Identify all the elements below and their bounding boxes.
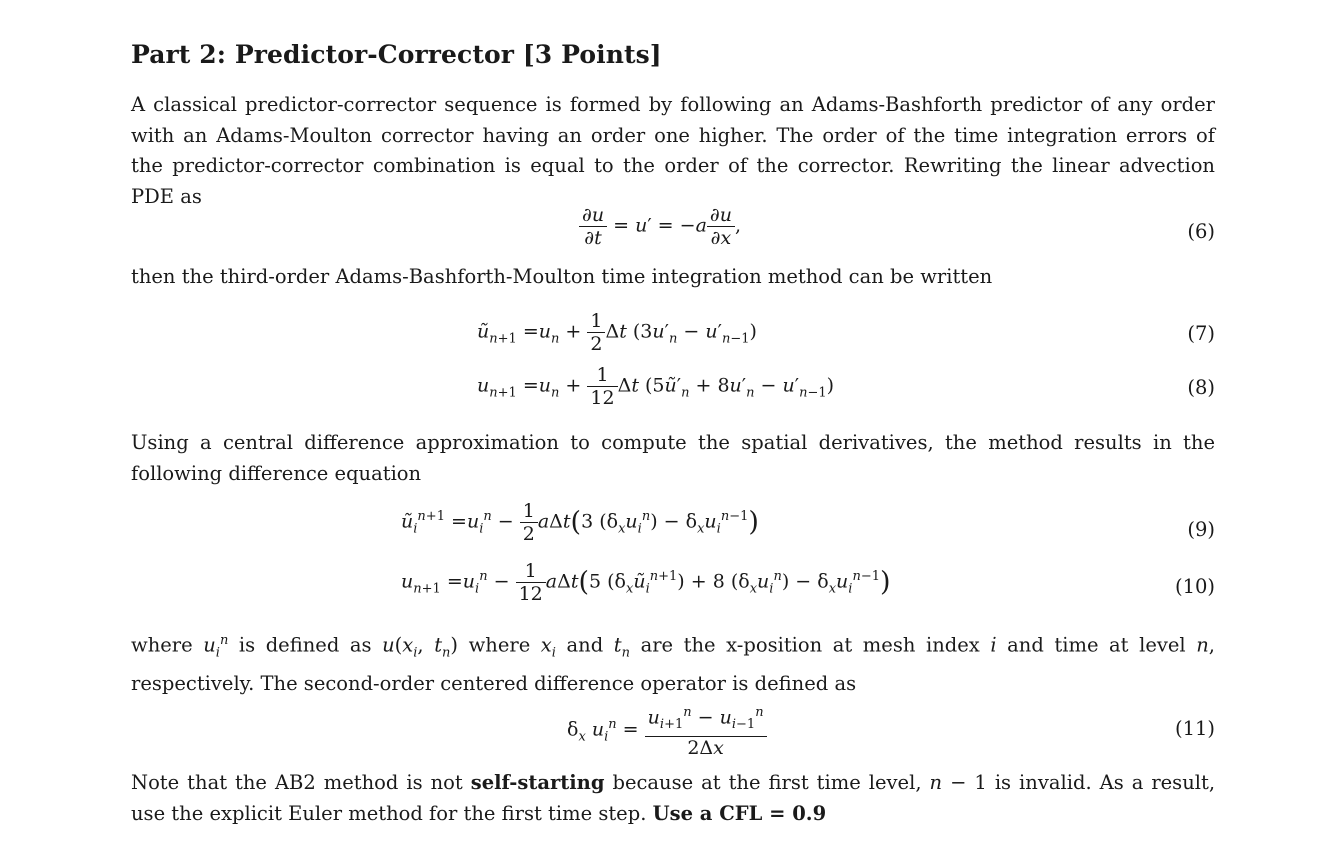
central-diff-paragraph: Using a central difference approximation to compute the spatial derivatives, the method results in the following difference equation	[131, 431, 1215, 485]
equation-7-number: (7)	[1187, 322, 1215, 345]
equation-10: $u_{n+1} =u_i^n$ − $\frac{1}{12}$ aΔt(5 $(\delta_xũ_i^{n+1}) + 8$ $(\delta_xu_i^n) - \delta_xu_i^{n-1}$)	[401, 560, 891, 605]
equation-8: $u_{n+1} =u_n$ + $\frac{1}{12}$ Δt $(5ũ'_n + 8u'_n - u'_{n-1})$	[477, 364, 835, 409]
equation-6-number: (6)	[1187, 220, 1215, 243]
note-line-1: Note that the AB2 method is not self-starting because at the first time level, n − 1 is invalid. As a result,	[131, 771, 1216, 794]
where-line-2: respectively. The second-order centered difference operator is defined as	[131, 671, 857, 695]
intro-line-2: with an Adams-Moulton corrector having an order one higher. The order of the time integration errors of	[131, 123, 1215, 147]
note-line-2: use the explicit Euler method for the first time step. Use a CFL = 0.9	[131, 801, 827, 825]
intro-line-3: the predictor-corrector combination is equal to the order of the corrector. Rewriting the linear advection	[131, 154, 1215, 178]
section-heading: Part 2: Predictor-Corrector [3 Points]	[131, 40, 662, 69]
equation-11: $\delta_x$ $u_i^n$ = $\frac{u_{i+1}^n - u_{i-1}^n}{2\Delta x}$	[567, 702, 767, 759]
intro-line-1: A classical predictor-corrector sequence is formed by following an Adams-Bashforth predictor of any order	[131, 93, 1215, 116]
equation-6: $\frac{\partial u}{\partial t}$ = u′ = −a $\frac{\partial u}{\partial x}$ ,	[579, 204, 741, 249]
equation-8-number: (8)	[1187, 376, 1215, 399]
equation-10-number: (10)	[1174, 575, 1215, 598]
where-paragraph	[131, 626, 1215, 700]
note-paragraph	[131, 768, 1215, 829]
equation-11-number: (11)	[1174, 717, 1215, 740]
equation-9-number: (9)	[1187, 518, 1215, 541]
intro-paragraph	[131, 90, 1215, 212]
abm-sentence: then the third-order Adams-Bashforth-Moulton time integration method can be written	[131, 265, 993, 288]
equation-9: $ũ_i^{n+1} =u_i^n$ − $\frac{1}{2}$ aΔt(3 $(\delta_xu_i^n) - \delta_xu_i^{n-1}$)	[401, 500, 759, 545]
intro-line-4: PDE as	[131, 184, 202, 208]
where-line-1: where $u_i^n$ is defined as $u(x_i$, $t_n$) where $x_i$ and $t_n$ are the x-position at mesh index i and time at level n,	[131, 633, 1215, 661]
equation-7: $ũ_{n+1} =u_n$ + $\frac{1}{2}$ Δt $(3u'_n - u'_{n-1})$	[477, 310, 757, 355]
